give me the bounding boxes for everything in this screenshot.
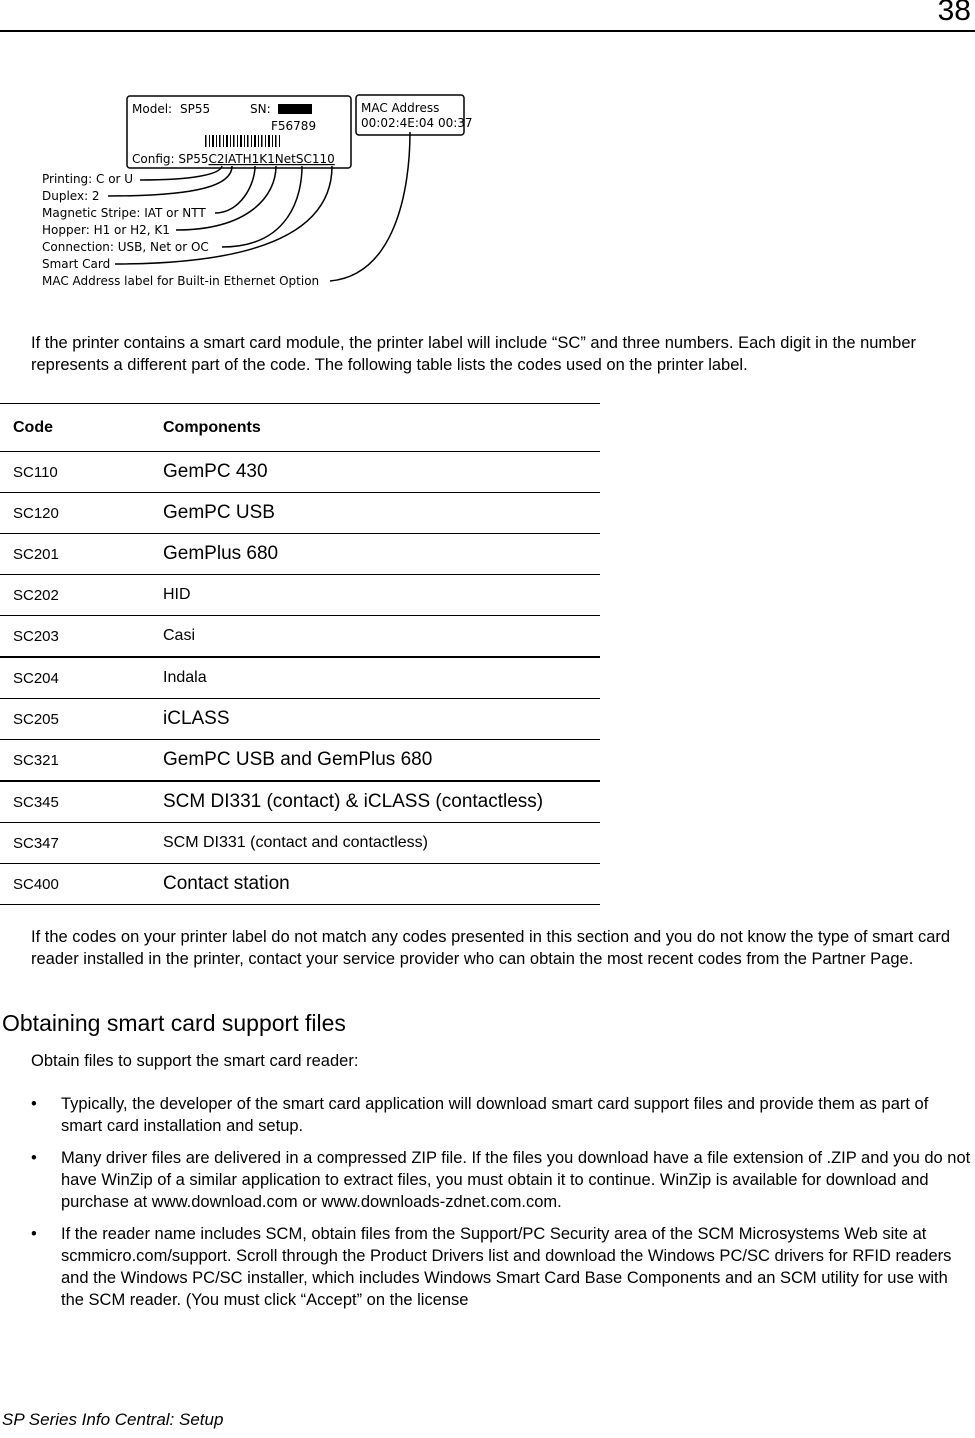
table-row	[0, 616, 600, 658]
list-item-text: If the reader name includes SCM, obtain files from the Support/PC Security area of the SCM Microsystems Web site at scmmicro.com/support. Scroll through the Product Drivers list and download the Windows PC/SC drivers for RFID readers and the Windows PC/SC installer, which includes Windows Smart Card Base Components and an SCM utility for use with the SCM reader. (You must click “Accept” on the license	[61, 1225, 952, 1309]
code-cell: SC110	[0, 452, 149, 493]
code-cell: SC205	[0, 699, 149, 740]
table-row	[0, 823, 600, 864]
bullet-icon: •	[31, 1095, 37, 1113]
support-files-list	[31, 1093, 971, 1321]
no-match-paragraph: If the codes on your printer label do not match any codes presented in this section and you do not know the type of smart card reader installed in the printer, contact your service provider who can obtain the most recent codes from the Partner Page.	[31, 928, 951, 968]
callout-label: Duplex: 2	[42, 189, 100, 203]
list-item	[31, 1093, 971, 1137]
table-row	[0, 740, 600, 782]
column-header-components: Components	[149, 404, 600, 452]
column-header-code: Code	[0, 404, 149, 452]
config-code: C2IATH1K1NetSC110	[208, 152, 335, 166]
component-cell: Casi	[149, 616, 600, 658]
barcode-icon	[205, 135, 280, 147]
code-cell: SC203	[0, 616, 149, 658]
page-footer: SP Series Info Central: Setup	[2, 1410, 224, 1429]
sn-value: F56789	[271, 119, 317, 133]
smart-card-codes-table	[0, 403, 600, 905]
config-line	[132, 152, 335, 166]
component-cell: SCM DI331 (contact and contactless)	[149, 823, 600, 864]
component-cell: GemPC USB and GemPlus 680	[149, 740, 600, 782]
page-number: 38	[937, 0, 971, 27]
bullet-icon: •	[31, 1149, 37, 1167]
callout-label: Connection: USB, Net or OC	[42, 240, 209, 254]
table-row	[0, 699, 600, 740]
code-cell: SC204	[0, 657, 149, 699]
code-cell: SC120	[0, 493, 149, 534]
table-header-row	[0, 404, 600, 452]
sn-redaction	[278, 104, 312, 114]
list-item	[31, 1147, 971, 1213]
model-label: Model:	[132, 102, 173, 116]
callout-label: Printing: C or U	[42, 172, 134, 186]
intro-paragraph: If the printer contains a smart card module, the printer label will include “SC” and three numbers. Each digit in the number represents a different part of the code. The following table lists the codes used on the printer label.	[31, 334, 917, 374]
section-intro: Obtain files to support the smart card reader:	[31, 1052, 359, 1070]
list-item	[31, 1223, 971, 1311]
config-prefix: Config: SP55	[132, 152, 209, 166]
bullet-icon: •	[31, 1225, 37, 1243]
list-item-text: Typically, the developer of the smart card application will download smart card support files and provide them as part of smart card installation and setup.	[61, 1095, 929, 1135]
model-value: SP55	[180, 102, 211, 116]
table-row	[0, 657, 600, 699]
header-rule	[0, 30, 975, 32]
callout-label: MAC Address label for Built-in Ethernet Option	[42, 274, 320, 288]
table-row	[0, 575, 600, 616]
callout-label: Magnetic Stripe: IAT or NTT	[42, 206, 206, 220]
code-cell: SC345	[0, 781, 149, 823]
code-cell: SC321	[0, 740, 149, 782]
component-cell: iCLASS	[149, 699, 600, 740]
component-cell: HID	[149, 575, 600, 616]
section-heading: Obtaining smart card support files	[2, 1010, 346, 1036]
component-cell: GemPlus 680	[149, 534, 600, 575]
component-cell: Indala	[149, 657, 600, 699]
code-cell: SC400	[0, 864, 149, 905]
mac-title: MAC Address	[361, 101, 440, 115]
code-cell: SC347	[0, 823, 149, 864]
table-row	[0, 534, 600, 575]
table-row	[0, 781, 600, 823]
table-row	[0, 864, 600, 905]
component-cell: SCM DI331 (contact) & iCLASS (contactless)	[149, 781, 600, 823]
code-cell: SC201	[0, 534, 149, 575]
component-cell: Contact station	[149, 864, 600, 905]
callout-label: Hopper: H1 or H2, K1	[42, 223, 170, 237]
table-row	[0, 452, 600, 493]
callout-label: Smart Card	[42, 257, 111, 271]
sn-label: SN:	[250, 102, 271, 116]
mac-value: 00:02:4E:04 00:37	[361, 116, 473, 130]
table-row	[0, 493, 600, 534]
component-cell: GemPC 430	[149, 452, 600, 493]
component-cell: GemPC USB	[149, 493, 600, 534]
list-item-text: Many driver files are delivered in a compressed ZIP file. If the files you download have a file extension of .ZIP and you do not have WinZip of a similar application to extract files, you must obtain it to continue. WinZip is available for download and purchase at www.download.com or www.downloads-zdnet.com.com.	[61, 1149, 971, 1211]
printer-label-diagram	[0, 80, 480, 300]
code-cell: SC202	[0, 575, 149, 616]
